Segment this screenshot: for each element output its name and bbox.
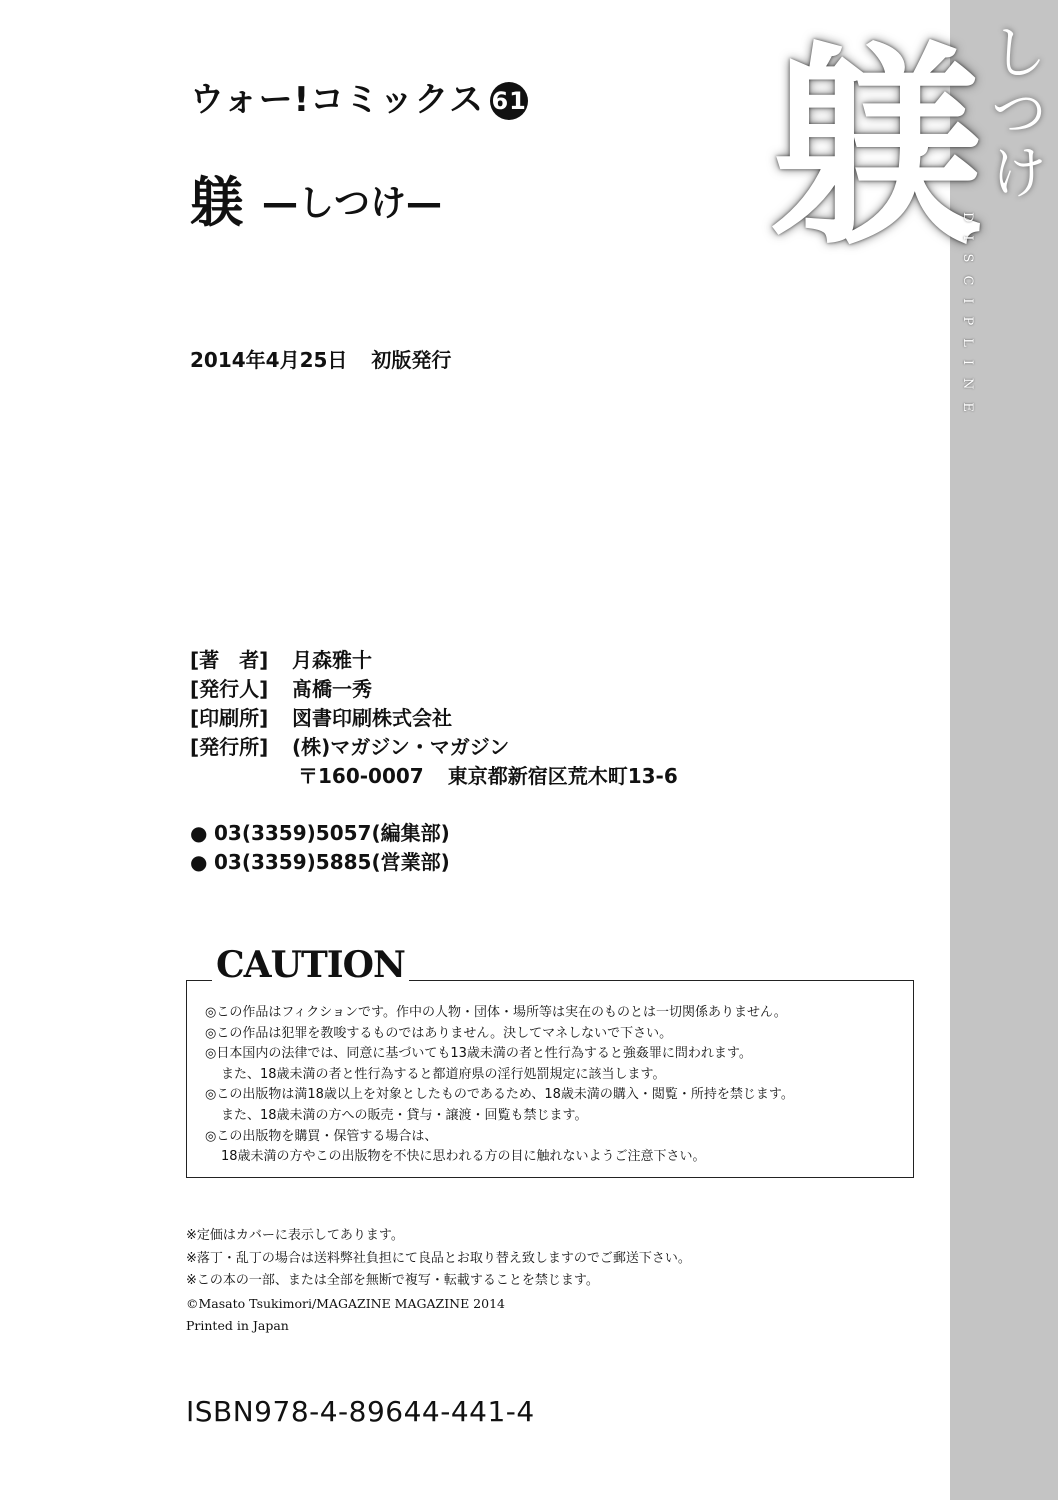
credit-value: 図書印刷株式会社 xyxy=(292,706,452,730)
book-title-main: 躾 xyxy=(190,171,244,234)
credit-author xyxy=(190,646,678,675)
credits-block xyxy=(190,646,678,791)
copyright-line: ©Masato Tsukimori/MAGAZINE MAGAZINE 2014 xyxy=(186,1295,505,1311)
credit-label: [発行人] xyxy=(190,677,269,701)
bullet-icon: ● xyxy=(190,821,208,845)
caution-line: また、18歳未満の者と性行為すると都道府県の淫行処罰規定に該当します。 xyxy=(221,1066,666,1082)
credit-label: [印刷所] xyxy=(190,706,269,730)
caution-line: また、18歳未満の方への販売・貸与・譲渡・回覧も禁じます。 xyxy=(221,1107,588,1123)
caution-line: ◎この作品は犯罪を教唆するものではありません。決してマネしないで下さい。 xyxy=(205,1025,673,1041)
credit-publisher xyxy=(190,733,678,762)
street-address: 東京都新宿区荒木町13-6 xyxy=(447,764,678,788)
caution-line: ◎この出版物は満18歳以上を対象としたものであるため、18歳未満の購入・閲覧・所持を禁じます。 xyxy=(205,1087,794,1103)
note-line: ※この本の一部、または全部を無断で複写・転載することを禁じます。 xyxy=(186,1273,599,1288)
caution-line: ◎この作品はフィクションです。作中の人物・団体・場所等は実在のものとは一切関係ありません。 xyxy=(205,1005,787,1020)
notes-block xyxy=(186,1225,691,1338)
caution-line: 18歳未満の方やこの出版物を不快に思われる方の目に触れないようご注意下さい。 xyxy=(221,1149,706,1165)
book-title-sub: —しつけ— xyxy=(262,183,443,224)
publication-date: 2014年4月25日 xyxy=(190,348,348,372)
credit-value: (株)マガジン・マガジン xyxy=(292,735,510,759)
credit-label: [著 者] xyxy=(190,648,269,672)
edition-label: 初版発行 xyxy=(371,348,452,372)
postal-code: 〒160-0007 xyxy=(298,764,424,788)
phone-dept: (営業部) xyxy=(371,850,450,874)
cover-title-kana: しつけ xyxy=(980,22,1048,202)
credit-printer xyxy=(190,704,678,733)
series-number-badge: 61 xyxy=(490,82,528,120)
phone-number: 03(3359)5885 xyxy=(214,850,372,874)
credit-label: [発行所] xyxy=(190,735,269,759)
note-line: ※落丁・乱丁の場合は送料弊社負担にて良品とお取り替え致しますのでご郵送下さい。 xyxy=(186,1250,691,1266)
credit-value: 月森雅十 xyxy=(292,648,372,672)
series-name: ウォー!コミックス xyxy=(190,80,485,120)
phone-editorial xyxy=(190,819,450,848)
caution-line: ◎日本国内の法律では、同意に基づいても13歳未満の者と性行為すると強姦罪に問われます。 xyxy=(205,1046,752,1062)
caution-box xyxy=(186,980,914,1178)
note-line: ※定価はカバーに表示してあります。 xyxy=(186,1228,404,1243)
book-title xyxy=(190,160,442,237)
caution-heading: CAUTION xyxy=(212,944,409,986)
credit-publisher-person xyxy=(190,675,678,704)
cover-title-latin: DISCIPLINE xyxy=(960,212,975,425)
isbn: ISBN978-4-89644-441-4 xyxy=(186,1395,535,1428)
publication-date-line xyxy=(190,344,451,373)
phone-block xyxy=(190,819,450,877)
credit-value: 髙橋一秀 xyxy=(292,677,372,701)
publisher-address xyxy=(190,762,678,791)
cover-title-kanji: 躾 xyxy=(770,21,985,274)
series-title xyxy=(190,72,528,121)
phone-number: 03(3359)5057 xyxy=(214,821,372,845)
printed-in-line: Printed in Japan xyxy=(186,1318,289,1333)
caution-line: ◎この出版物を購買・保管する場合は、 xyxy=(205,1128,438,1144)
phone-dept: (編集部) xyxy=(371,821,450,845)
phone-sales xyxy=(190,848,450,877)
bullet-icon: ● xyxy=(190,850,208,874)
